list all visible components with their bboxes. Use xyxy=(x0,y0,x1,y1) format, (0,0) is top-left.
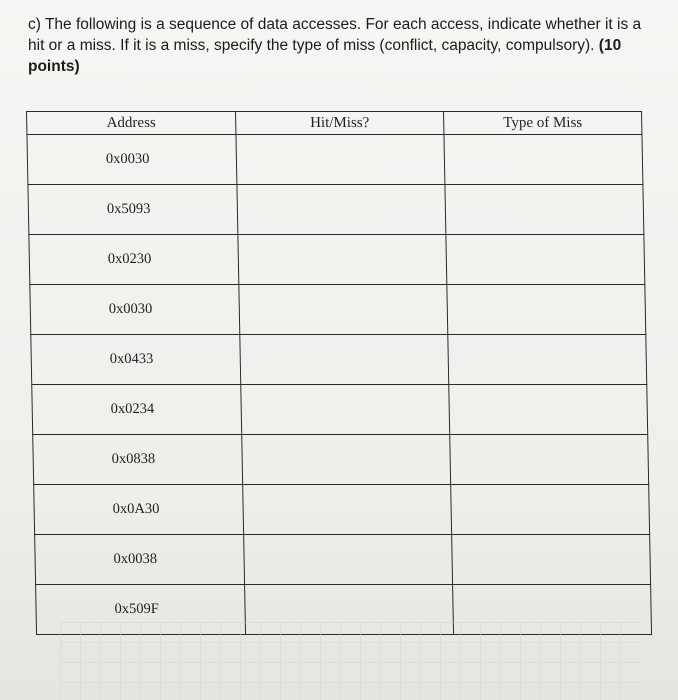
type-of-miss-cell[interactable] xyxy=(444,135,643,185)
type-of-miss-cell[interactable] xyxy=(447,285,646,335)
hit-miss-cell[interactable] xyxy=(239,285,448,335)
table-row xyxy=(34,485,650,535)
address-cell: 0x509F xyxy=(36,585,246,635)
type-of-miss-cell[interactable] xyxy=(445,185,644,235)
hit-miss-cell[interactable] xyxy=(242,435,451,485)
table-row xyxy=(32,385,648,435)
address-cell: 0x0433 xyxy=(31,335,241,385)
table-row xyxy=(30,285,646,335)
address-cell: 0x0838 xyxy=(33,435,243,485)
table-row xyxy=(33,435,649,485)
question-prompt xyxy=(28,14,658,77)
column-header-type-of-miss: Type of Miss xyxy=(444,112,642,135)
type-of-miss-cell[interactable] xyxy=(448,335,647,385)
address-cell: 0x0038 xyxy=(35,535,245,585)
address-cell: 0x0A30 xyxy=(34,485,244,535)
table-row xyxy=(35,535,651,585)
hit-miss-cell[interactable] xyxy=(241,385,450,435)
type-of-miss-cell[interactable] xyxy=(450,435,649,485)
column-header-hit-miss: Hit/Miss? xyxy=(236,112,444,135)
table-row xyxy=(27,135,643,185)
column-header-address: Address xyxy=(27,112,236,135)
hit-miss-cell[interactable] xyxy=(236,135,445,185)
hit-miss-cell[interactable] xyxy=(238,235,447,285)
type-of-miss-cell[interactable] xyxy=(451,485,650,535)
question-text: c) The following is a sequence of data accesses. For each access, indicate whether it is a hit or a miss. If it is a miss, specify the type of miss (conflict, capacity, compulsory). xyxy=(28,16,642,54)
question-points: (10 points) xyxy=(28,37,622,75)
address-cell: 0x5093 xyxy=(28,185,238,235)
type-of-miss-cell[interactable] xyxy=(452,535,651,585)
hit-miss-cell[interactable] xyxy=(243,485,452,535)
hit-miss-cell[interactable] xyxy=(244,535,453,585)
table-row xyxy=(31,335,647,385)
table-row xyxy=(29,235,645,285)
address-cell: 0x0030 xyxy=(27,135,237,185)
table-row xyxy=(28,185,644,235)
hit-miss-cell[interactable] xyxy=(240,335,449,385)
bleed-through-grid xyxy=(60,622,640,700)
type-of-miss-cell[interactable] xyxy=(449,385,648,435)
address-cell: 0x0234 xyxy=(32,385,242,435)
type-of-miss-cell[interactable] xyxy=(446,235,645,285)
table-header-row xyxy=(27,112,642,135)
hit-miss-cell[interactable] xyxy=(237,185,446,235)
data-access-table xyxy=(26,111,652,635)
address-cell: 0x0230 xyxy=(29,235,239,285)
address-cell: 0x0030 xyxy=(30,285,240,335)
